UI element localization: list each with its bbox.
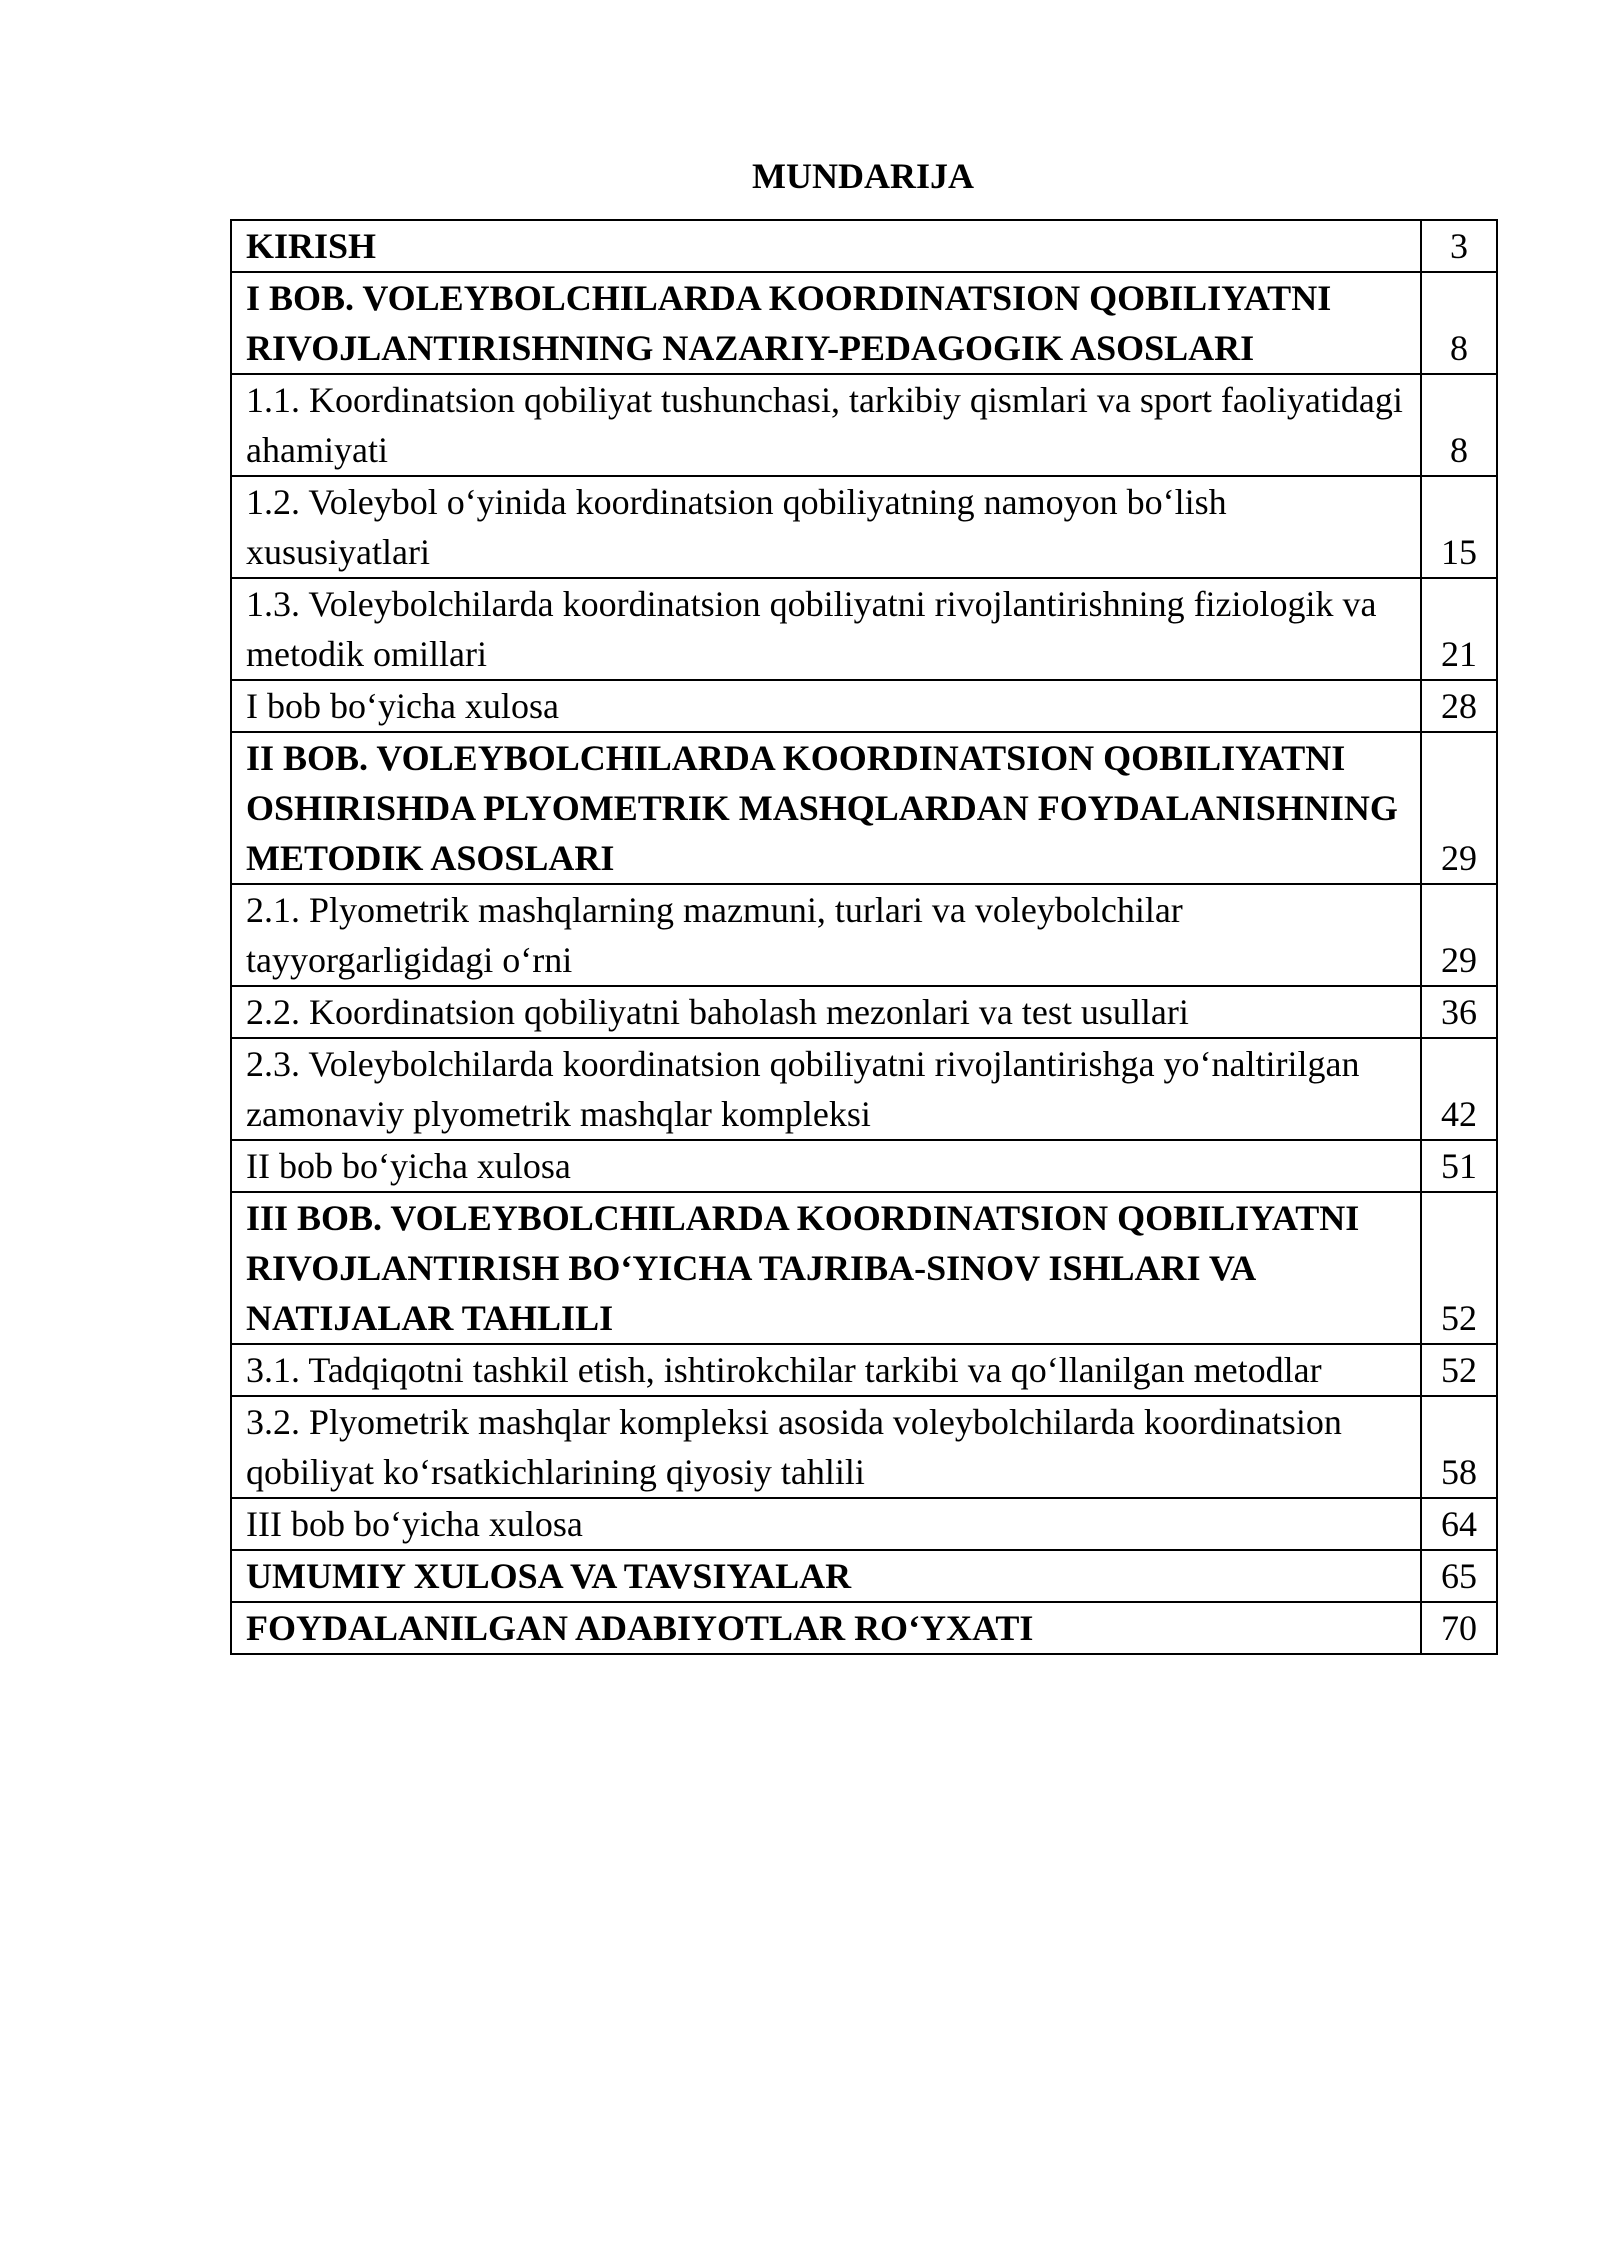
toc-entry-page: 29 <box>1421 884 1497 986</box>
toc-row <box>231 1192 1497 1344</box>
toc-row <box>231 220 1497 272</box>
toc-row <box>231 1396 1497 1498</box>
toc-entry-page: 8 <box>1421 374 1497 476</box>
toc-entry-page: 28 <box>1421 680 1497 732</box>
toc-row <box>231 1038 1497 1140</box>
toc-entry-title: 1.2. Voleybol o‘yinida koordinatsion qobiliyatning namoyon bo‘lish xususiyatlari <box>231 476 1421 578</box>
toc-entry-title: I BOB. VOLEYBOLCHILARDA KOORDINATSION QOBILIYATNI RIVOJLANTIRISHNING NAZARIY-PEDAGOGIK ASOSLARI <box>231 272 1421 374</box>
toc-entry-page: 70 <box>1421 1602 1497 1654</box>
toc-entry-title: UMUMIY XULOSA VA TAVSIYALAR <box>231 1550 1421 1602</box>
toc-entry-page: 51 <box>1421 1140 1497 1192</box>
toc-entry-page: 58 <box>1421 1396 1497 1498</box>
toc-row <box>231 1550 1497 1602</box>
toc-entry-title: 2.3. Voleybolchilarda koordinatsion qobiliyatni rivojlantirishga yo‘naltirilgan zamonaviy plyometrik mashqlar kompleksi <box>231 1038 1421 1140</box>
toc-entry-title: 3.1. Tadqiqotni tashkil etish, ishtirokchilar tarkibi va qo‘llanilgan metodlar <box>231 1344 1421 1396</box>
toc-row <box>231 578 1497 680</box>
toc-row <box>231 1602 1497 1654</box>
toc-entry-page: 52 <box>1421 1192 1497 1344</box>
toc-row <box>231 374 1497 476</box>
toc-entry-page: 29 <box>1421 732 1497 884</box>
toc-entry-title: KIRISH <box>231 220 1421 272</box>
toc-entry-title: II bob bo‘yicha xulosa <box>231 1140 1421 1192</box>
toc-entry-page: 65 <box>1421 1550 1497 1602</box>
toc-row <box>231 1140 1497 1192</box>
toc-entry-title: 2.2. Koordinatsion qobiliyatni baholash mezonlari va test usullari <box>231 986 1421 1038</box>
toc-entry-title: 1.1. Koordinatsion qobiliyat tushunchasi, tarkibiy qismlari va sport faoliyatidagi ahamiyati <box>231 374 1421 476</box>
toc-entry-page: 42 <box>1421 1038 1497 1140</box>
toc-row <box>231 476 1497 578</box>
toc-row <box>231 884 1497 986</box>
toc-entry-title: III bob bo‘yicha xulosa <box>231 1498 1421 1550</box>
toc-entry-page: 8 <box>1421 272 1497 374</box>
toc-entry-title: II BOB. VOLEYBOLCHILARDA KOORDINATSION QOBILIYATNI OSHIRISHDA PLYOMETRIK MASHQLARDAN FOYDALANISHNING METODIK ASOSLARI <box>231 732 1421 884</box>
toc-entry-page: 36 <box>1421 986 1497 1038</box>
toc-row <box>231 272 1497 374</box>
toc-entry-page: 52 <box>1421 1344 1497 1396</box>
toc-row <box>231 986 1497 1038</box>
toc-entry-title: FOYDALANILGAN ADABIYOTLAR RO‘YXATI <box>231 1602 1421 1654</box>
toc-entry-title: 2.1. Plyometrik mashqlarning mazmuni, turlari va voleybolchilar tayyorgarligidagi o‘rni <box>231 884 1421 986</box>
toc-row <box>231 680 1497 732</box>
toc-entry-page: 21 <box>1421 578 1497 680</box>
toc-entry-page: 64 <box>1421 1498 1497 1550</box>
page-title: MUNDARIJA <box>752 156 974 196</box>
toc-entry-page: 15 <box>1421 476 1497 578</box>
toc-row <box>231 732 1497 884</box>
toc-entry-title: 3.2. Plyometrik mashqlar kompleksi asosida voleybolchilarda koordinatsion qobiliyat ko‘rsatkichlarining qiyosiy tahlili <box>231 1396 1421 1498</box>
toc-entry-title: I bob bo‘yicha xulosa <box>231 680 1421 732</box>
toc-entry-title: III BOB. VOLEYBOLCHILARDA KOORDINATSION QOBILIYATNI RIVOJLANTIRISH BO‘YICHA TAJRIBA-SINOV ISHLARI VA NATIJALAR TAHLILI <box>231 1192 1421 1344</box>
toc-body <box>231 220 1497 1654</box>
toc-entry-title: 1.3. Voleybolchilarda koordinatsion qobiliyatni rivojlantirishning fiziologik va metodik omillari <box>231 578 1421 680</box>
toc-row <box>231 1498 1497 1550</box>
table-of-contents <box>230 219 1498 1655</box>
toc-entry-page: 3 <box>1421 220 1497 272</box>
toc-row <box>231 1344 1497 1396</box>
